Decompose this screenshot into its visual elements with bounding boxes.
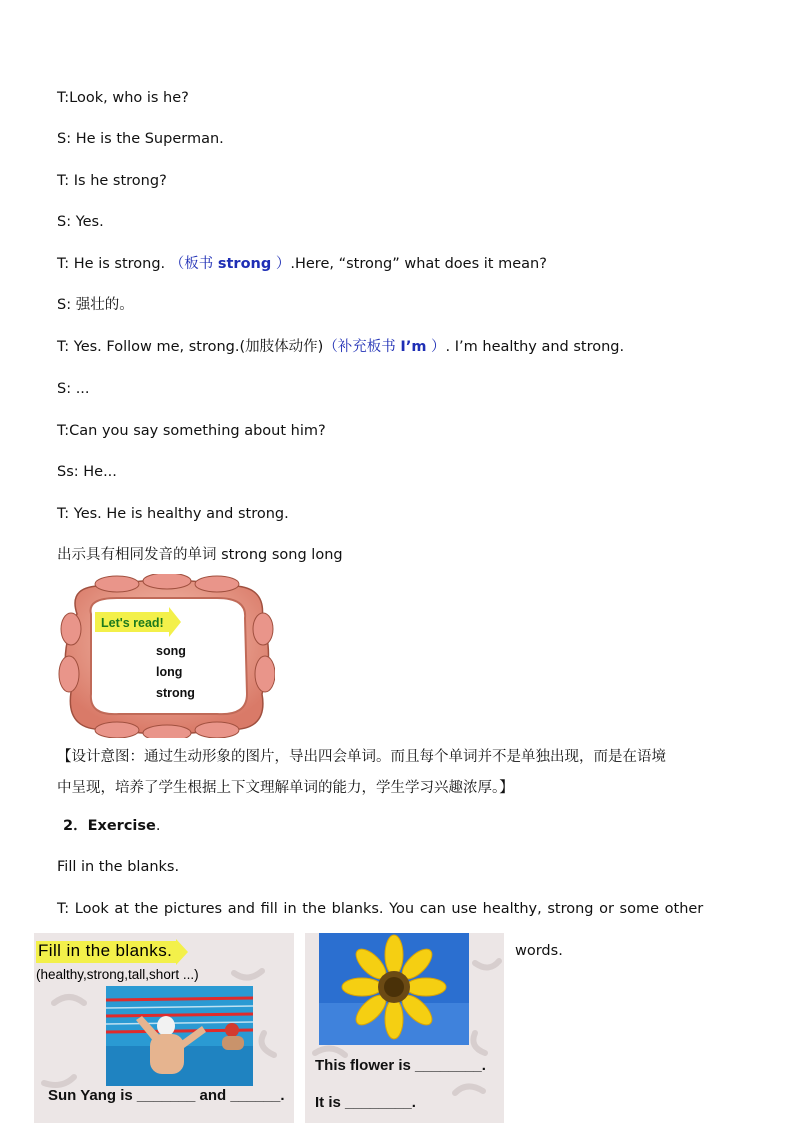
lets-read-banner: Let's read! bbox=[101, 616, 164, 630]
board-note-word: strong bbox=[217, 256, 272, 272]
dialogue-line-5-post: .Here, “strong” what does it mean? bbox=[290, 256, 547, 272]
exercise-heading bbox=[63, 816, 160, 836]
exercise-title-end: . bbox=[155, 818, 161, 834]
dialogue-line-5 bbox=[57, 254, 547, 274]
exercise-instruction-tail: words. bbox=[515, 943, 563, 959]
exercise-subheading: Fill in the blanks. bbox=[57, 859, 180, 875]
it-is-sentence: It is ________. bbox=[315, 1094, 416, 1111]
word-strong: strong bbox=[156, 686, 195, 700]
dialogue-line-12: 出示具有相同发音的单词 strong song long bbox=[57, 547, 343, 563]
lets-read-picture bbox=[57, 574, 275, 738]
dialogue-line-8: S: ... bbox=[57, 381, 90, 397]
dialogue-line-4: S: Yes. bbox=[57, 214, 104, 230]
sun-yang-sentence: Sun Yang is _______ and ______. bbox=[48, 1087, 285, 1104]
dialogue-line-1: T:Look, who is he? bbox=[57, 90, 189, 106]
board-note-close-2: ） bbox=[426, 339, 446, 355]
design-intent-line-1: 【设计意图：通过生动形象的图片，导出四会单词。而且每个单词并不是单独出现，而是在语境 bbox=[57, 749, 666, 765]
dialogue-line-3: T: Is he strong? bbox=[57, 173, 167, 189]
dialogue-line-11: T: Yes. He is healthy and strong. bbox=[57, 506, 289, 522]
exercise-title: Exercise bbox=[87, 818, 156, 834]
dialogue-line-7-pre: T: Yes. Follow me, strong.(加肢体动作) bbox=[57, 339, 324, 355]
word-long: long bbox=[156, 665, 183, 679]
flower-sentence: This flower is ________. bbox=[315, 1057, 486, 1074]
exercise-instruction: T: Look at the pictures and fill in the blanks. You can use healthy, strong or some other bbox=[57, 901, 704, 917]
design-intent-line-2: 中呈现，培养了学生根据上下文理解单词的能力，学生学习兴趣浓厚。】 bbox=[57, 780, 514, 796]
fill-blanks-hint: (healthy,strong,tall,short ...) bbox=[36, 967, 199, 982]
exercise-number: 2． bbox=[63, 818, 88, 834]
dialogue-line-9: T:Can you say something about him? bbox=[57, 423, 326, 439]
board-note-word-2: I’m bbox=[400, 339, 427, 355]
dialogue-line-2: S: He is the Superman. bbox=[57, 131, 224, 147]
swimmer-photo bbox=[106, 986, 253, 1086]
board-note-close: ） bbox=[271, 256, 291, 272]
dialogue-line-6: S: 强壮的。 bbox=[57, 297, 134, 313]
dialogue-line-7 bbox=[57, 337, 624, 357]
dialogue-line-10: Ss: He... bbox=[57, 464, 117, 480]
fill-blanks-card-left bbox=[34, 933, 294, 1123]
dialogue-line-7-post: . I’m healthy and strong. bbox=[445, 339, 625, 355]
board-note-open-2: （补充板书 bbox=[323, 339, 401, 355]
fill-blanks-card-right bbox=[305, 933, 504, 1123]
word-song: song bbox=[156, 644, 186, 658]
dialogue-line-5-pre: T: He is strong. bbox=[57, 256, 170, 272]
fill-blanks-banner: Fill in the blanks. bbox=[38, 941, 173, 960]
sunflower-photo bbox=[319, 933, 469, 1045]
board-note-open: （板书 bbox=[169, 256, 218, 272]
